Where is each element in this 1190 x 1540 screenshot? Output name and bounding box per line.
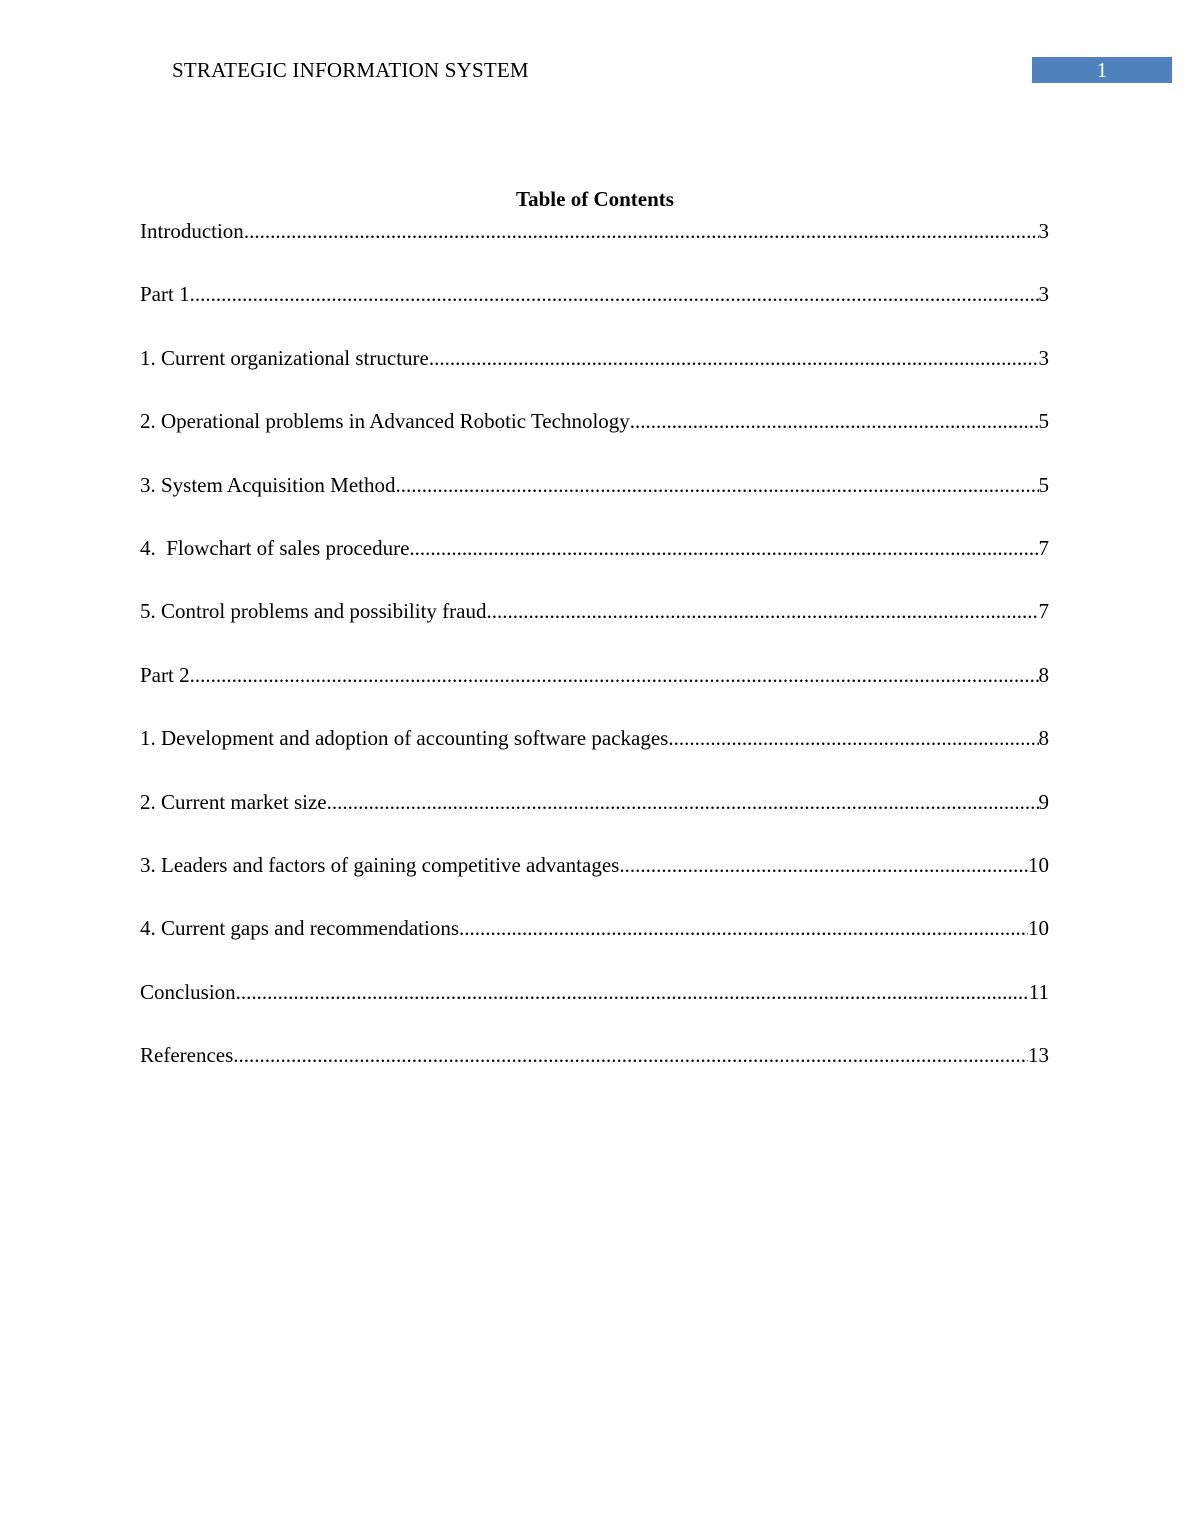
toc-entry-page: 10 <box>1028 916 1049 941</box>
toc-entry[interactable] <box>140 344 1049 407</box>
toc-entry-page: 3 <box>1038 219 1049 243</box>
toc-entry[interactable] <box>140 914 1049 977</box>
toc-entry-label: 3. System Acquisition Method <box>140 472 396 497</box>
toc-entry-page: 7 <box>1038 535 1049 560</box>
toc-entry[interactable] <box>140 217 1049 280</box>
toc-entry-label: 1. Development and adoption of accounting software packages <box>140 726 669 751</box>
toc-entry[interactable] <box>140 597 1049 660</box>
toc-dot-leader <box>619 851 1028 879</box>
toc-entry[interactable] <box>140 534 1049 597</box>
toc-entry-page: 11 <box>1028 979 1049 1004</box>
toc-dot-leader <box>459 914 1028 942</box>
toc-entry-label: 2. Current market size <box>140 789 327 814</box>
toc-entry-label: 3. Leaders and factors of gaining competitive advantages <box>140 852 620 877</box>
toc-entry[interactable] <box>140 724 1049 787</box>
toc-dot-leader <box>190 661 1039 689</box>
toc-entry-label: 4. Flowchart of sales procedure <box>140 535 410 560</box>
toc-entry-label: 2. Operational problems in Advanced Robotic Technology <box>140 409 630 434</box>
toc-entry[interactable] <box>140 978 1049 1041</box>
toc-entry[interactable] <box>140 851 1049 914</box>
toc-dot-leader <box>396 471 1039 499</box>
toc-entry-page: 7 <box>1038 599 1049 624</box>
toc-list <box>140 217 1049 1104</box>
toc-entry[interactable] <box>140 407 1049 470</box>
toc-dot-leader <box>233 1041 1028 1069</box>
toc-title: Table of Contents <box>516 187 674 211</box>
toc-entry-page: 5 <box>1038 472 1049 497</box>
toc-dot-leader <box>190 280 1039 308</box>
toc-entry-label: 4. Current gaps and recommendations <box>140 916 459 941</box>
toc-entry[interactable] <box>140 788 1049 851</box>
toc-entry-page: 5 <box>1038 409 1049 434</box>
toc-entry-page: 3 <box>1038 282 1049 307</box>
toc-entry-label: 5. Control problems and possibility fraud <box>140 599 487 624</box>
toc-entry-label: Introduction <box>140 219 244 243</box>
toc-dot-leader <box>244 217 1039 245</box>
toc-entry-page: 3 <box>1038 345 1049 370</box>
toc-entry[interactable] <box>140 661 1049 724</box>
toc-dot-leader <box>327 788 1039 816</box>
toc-entry-page: 9 <box>1038 789 1049 814</box>
toc-dot-leader <box>409 534 1038 562</box>
toc-entry-label: References <box>140 1043 234 1068</box>
toc-entry[interactable] <box>140 471 1049 534</box>
toc-dot-leader <box>429 344 1039 372</box>
toc-entry[interactable] <box>140 280 1049 343</box>
running-header-title: STRATEGIC INFORMATION SYSTEM <box>172 58 529 82</box>
toc-dot-leader <box>236 978 1029 1006</box>
toc-entry[interactable] <box>140 1041 1049 1104</box>
toc-entry-page: 8 <box>1038 726 1049 751</box>
toc-dot-leader <box>668 724 1038 752</box>
toc-entry-label: Conclusion <box>140 979 236 1004</box>
toc-entry-label: 1. Current organizational structure <box>140 345 429 370</box>
page-number-badge: 1 <box>1032 57 1172 83</box>
toc-entry-page: 10 <box>1028 852 1049 877</box>
toc-entry-label: Part 1 <box>140 282 190 307</box>
toc-entry-page: 8 <box>1038 662 1049 687</box>
toc-dot-leader <box>486 597 1038 625</box>
toc-entry-page: 13 <box>1028 1043 1049 1068</box>
toc-dot-leader <box>630 407 1039 435</box>
toc-entry-label: Part 2 <box>140 662 190 687</box>
